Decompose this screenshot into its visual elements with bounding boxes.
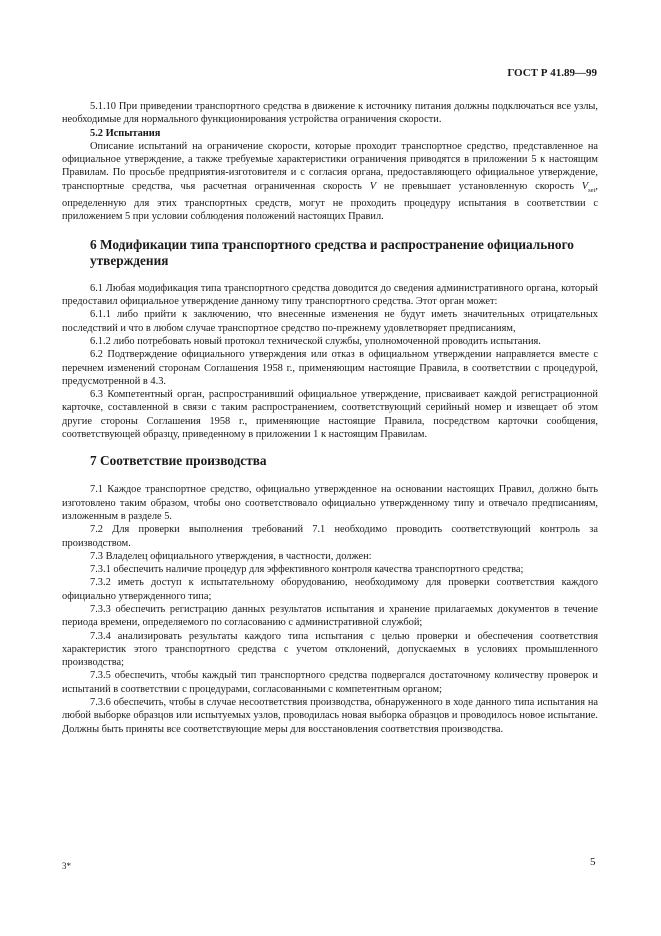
paragraph-6-1-2: 6.1.2 либо потребовать новый протокол технической службы, уполномоченной проводить испытания. xyxy=(90,335,541,347)
paragraph-6-2: 6.2 Подтверждение официального утверждения или отказ в официальном утверждении направляется вместе с перечнем изменений сторонам Соглашения 1958 г., применяющим настоящие Правила, в соответствии с процедурой, предусмотренной в 4.3. xyxy=(62,349,598,387)
var-v: V xyxy=(369,180,377,192)
paragraph-6-3: 6.3 Компетентный орган, распространивший официальное утверждение, присваивает каждой регистрационной карточке, составленной в связи с таким распространением, соответствующий серийный номер и извещает об этом другие стороны Соглашения 1958 г., применяющие настоящие Правила, посредством карточки сообщения, соответствующей образцу, приведенному в приложении 1 к настоящим Правилам. xyxy=(62,389,598,441)
paragraph-6-1-1: 6.1.1 либо прийти к заключению, что внесенные изменения не будут иметь значительных отрицательных последствий и что в любом случае транспортное средство по-прежнему удовлетворяет предписаниям, xyxy=(62,309,598,334)
var-vset: V xyxy=(581,180,589,192)
doc-code-header: ГОСТ Р 41.89—99 xyxy=(507,67,597,79)
section-heading-6: 6 Модификации типа транспортного средства и распространение официального утверждения xyxy=(90,236,574,268)
paragraph-5-2 xyxy=(62,140,598,224)
paragraph-6-1: 6.1 Любая модификация типа транспортного средства доводится до сведения административного органа, который предоставил официальное утверждение данному типу транспортного средства. Этот орган может: xyxy=(62,282,598,308)
page-number: 5 xyxy=(590,856,596,868)
paragraph-5-2-part-b: не превышает установленную скорость xyxy=(376,180,582,192)
paragraph-5-1-10: 5.1.10 При приведении транспортного средства в движение к источнику питания должны подключаться все узлы, необходимые для нормального функционирования устройства ограничения скорости. xyxy=(62,101,598,126)
paragraph-7-3-1: 7.3.1 обеспечить наличие процедур для эффективного контроля качества транспортного средства; xyxy=(90,564,524,576)
section-heading-7: 7 Соответствие производства xyxy=(90,453,267,469)
page-content xyxy=(62,100,598,736)
paragraph-7-3: 7.3 Владелец официального утверждения, в частности, должен: xyxy=(90,550,372,562)
paragraph-7-3-5: 7.3.5 обеспечить, чтобы каждый тип транспортного средства подвергался достаточному количеству проверок и испытаний в соответствии с процедурами, согласованными с компетентным органом; xyxy=(62,670,598,695)
paragraph-7-3-2: 7.3.2 иметь доступ к испытательному оборудованию, необходимому для проверки соответствия каждого официально утвержденного типа; xyxy=(62,577,598,602)
paragraph-7-2: 7.2 Для проверки выполнения требований 7.1 необходимо проводить соответствующий контроль за производством. xyxy=(62,524,598,549)
paragraph-5-2-part-a: Описание испытаний на ограничение скорости, которые проходит транспортное средство, представленное на официальное утверждение, а также требуемые характеристики ограничения приводятся в приложении 5 к настоящим Правилам. По просьбе предприятия-изготовителя и с согласия органа, предоставляющего официальное утверждение, транспортные средства, чья расчетная ограниченная скорость xyxy=(62,140,598,192)
paragraph-7-3-3: 7.3.3 обеспечить регистрацию данных результатов испытания и хранение прилагаемых документов в течение периода времени, определяемого по согласованию с административной службой; xyxy=(62,603,598,629)
paragraph-7-3-4: 7.3.4 анализировать результаты каждого типа испытания с целью проверки и обеспечения соответствия характеристик этого транспортного средства с учетом отклонений, допускаемых в условиях промышленного производства; xyxy=(62,630,598,669)
paragraph-7-3-6: 7.3.6 обеспечить, чтобы в случае несоответствия производства, обнаруженного в ходе данного типа испытания на любой выборке образцов или испытуемых узлов, проводилась новая выборка образцов и проводилось новое испытание. Должны быть приняты все соответствующие меры для восстановления соответствия производства. xyxy=(62,697,598,735)
subsection-heading-5-2: 5.2 Испытания xyxy=(90,127,161,139)
paragraph-7-1: 7.1 Каждое транспортное средство, официально утвержденное на основании настоящих Правил, должно быть изготовлено таким образом, чтобы оно соответствовало официально утвержденному типу и отвечало предписаниям, изложенным в разделе 5. xyxy=(62,484,598,522)
paragraph-5-2-part-c: , определенную для этих транспортных средств, могут не проходить процедуру испытания в соответствии с приложением 5 при условии соблюдения положений настоящих Правил. xyxy=(62,180,598,223)
footer-signature-mark: 3* xyxy=(62,861,71,871)
var-vset-subscript: set xyxy=(588,186,596,194)
